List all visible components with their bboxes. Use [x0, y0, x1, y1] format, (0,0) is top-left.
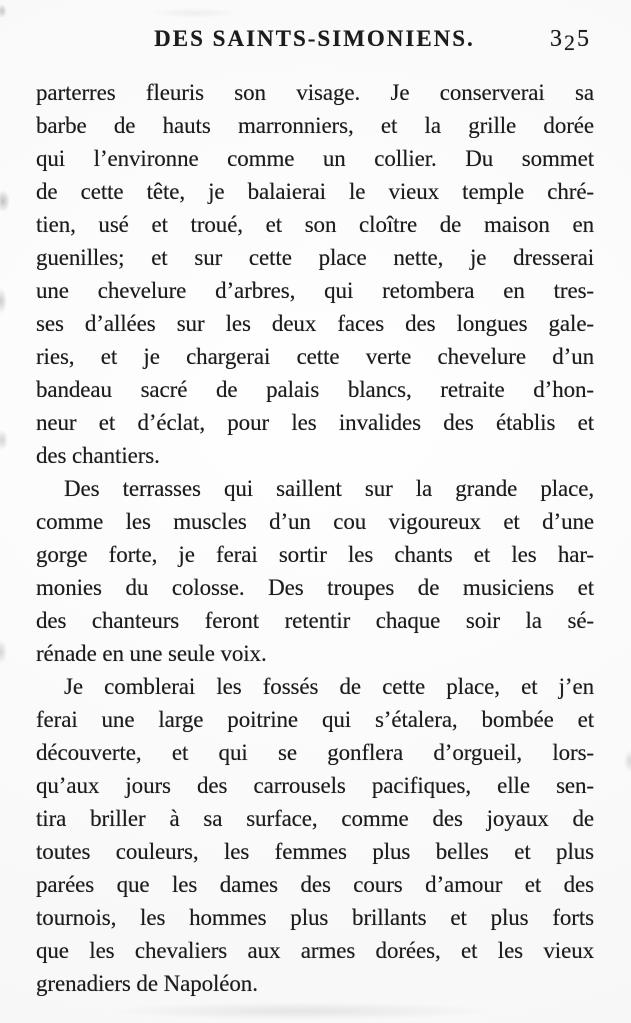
text-line: découverte, et qui se gonflera d’orgueil, lors- [36, 740, 594, 765]
text-line: que les chevaliers aux armes dorées, et les vieux [36, 938, 594, 963]
text-line: neur et d’éclat, pour les invalides des établis et [36, 410, 594, 435]
paragraph-3 [36, 670, 594, 1000]
text-line: grenadiers de Napoléon. [36, 971, 258, 996]
text-line: qui l’environne comme un collier. Du sommet [36, 146, 594, 171]
text-line: des chanteurs feront retentir chaque soir la sé- [36, 608, 594, 633]
scan-artifact [110, 1002, 490, 1020]
text-line: bandeau sacré de palais blancs, retraite d’hon- [36, 377, 594, 402]
text-line: Des terrasses qui saillent sur la grande place, [64, 476, 594, 501]
text-line: des chantiers. [36, 443, 160, 468]
text-line: guenilles; et sur cette place nette, je dresserai [36, 245, 594, 270]
text-line: tournois, les hommes plus brillants et plus forts [36, 905, 594, 930]
text-line: monies du colosse. Des troupes de musiciens et [36, 575, 594, 600]
text-line: Je comblerai les fossés de cette place, et j’en [64, 674, 594, 699]
text-line: rénade en une seule voix. [36, 641, 267, 666]
scan-artifact [0, 430, 8, 450]
text-line: gorge forte, je ferai sortir les chants et les har- [36, 542, 594, 567]
text-line: de cette tête, je balaierai le vieux temple chré- [36, 179, 594, 204]
text-line: parées que les dames des cours d’amour et des [36, 872, 594, 897]
text-line: comme les muscles d’un cou vigoureux et d’une [36, 509, 594, 534]
page-number-digit: 3 [550, 26, 564, 52]
text-line: ferai une large poitrine qui s’étalera, bombée et [36, 707, 594, 732]
text-line: tira briller à sa surface, comme des joyaux de [36, 806, 594, 831]
text-line: barbe de hauts marronniers, et la grille dorée [36, 113, 594, 138]
text-line: une chevelure d’arbres, qui retombera en tres- [36, 278, 594, 303]
running-title: DES SAINTS-SIMONIENS. [154, 26, 475, 51]
text-line: qu’aux jours des carrousels pacifiques, elle sen- [36, 773, 594, 798]
page-header [36, 26, 593, 58]
scan-artifact [0, 288, 7, 314]
scan-artifact [0, 4, 7, 18]
page-number-digit: 2 [564, 30, 577, 55]
text-line: parterres fleuris son visage. Je conserverai sa [36, 80, 594, 105]
text-line: tien, usé et troué, et son cloître de maison en [36, 212, 594, 237]
scan-artifact [0, 640, 7, 664]
page-number-digit: 5 [577, 26, 591, 52]
paragraph-1 [36, 76, 594, 472]
text-line: toutes couleurs, les femmes plus belles et plus [36, 839, 594, 864]
page-number [550, 26, 591, 53]
paragraph-2 [36, 472, 594, 670]
scan-artifact [150, 8, 240, 18]
text-line: ries, et je chargerai cette verte chevelure d’un [36, 344, 594, 369]
text-line: ses d’allées sur les deux faces des longues gale- [36, 311, 594, 336]
text-block [36, 76, 594, 1000]
scan-artifact [0, 190, 10, 212]
scan-artifact [624, 750, 631, 772]
